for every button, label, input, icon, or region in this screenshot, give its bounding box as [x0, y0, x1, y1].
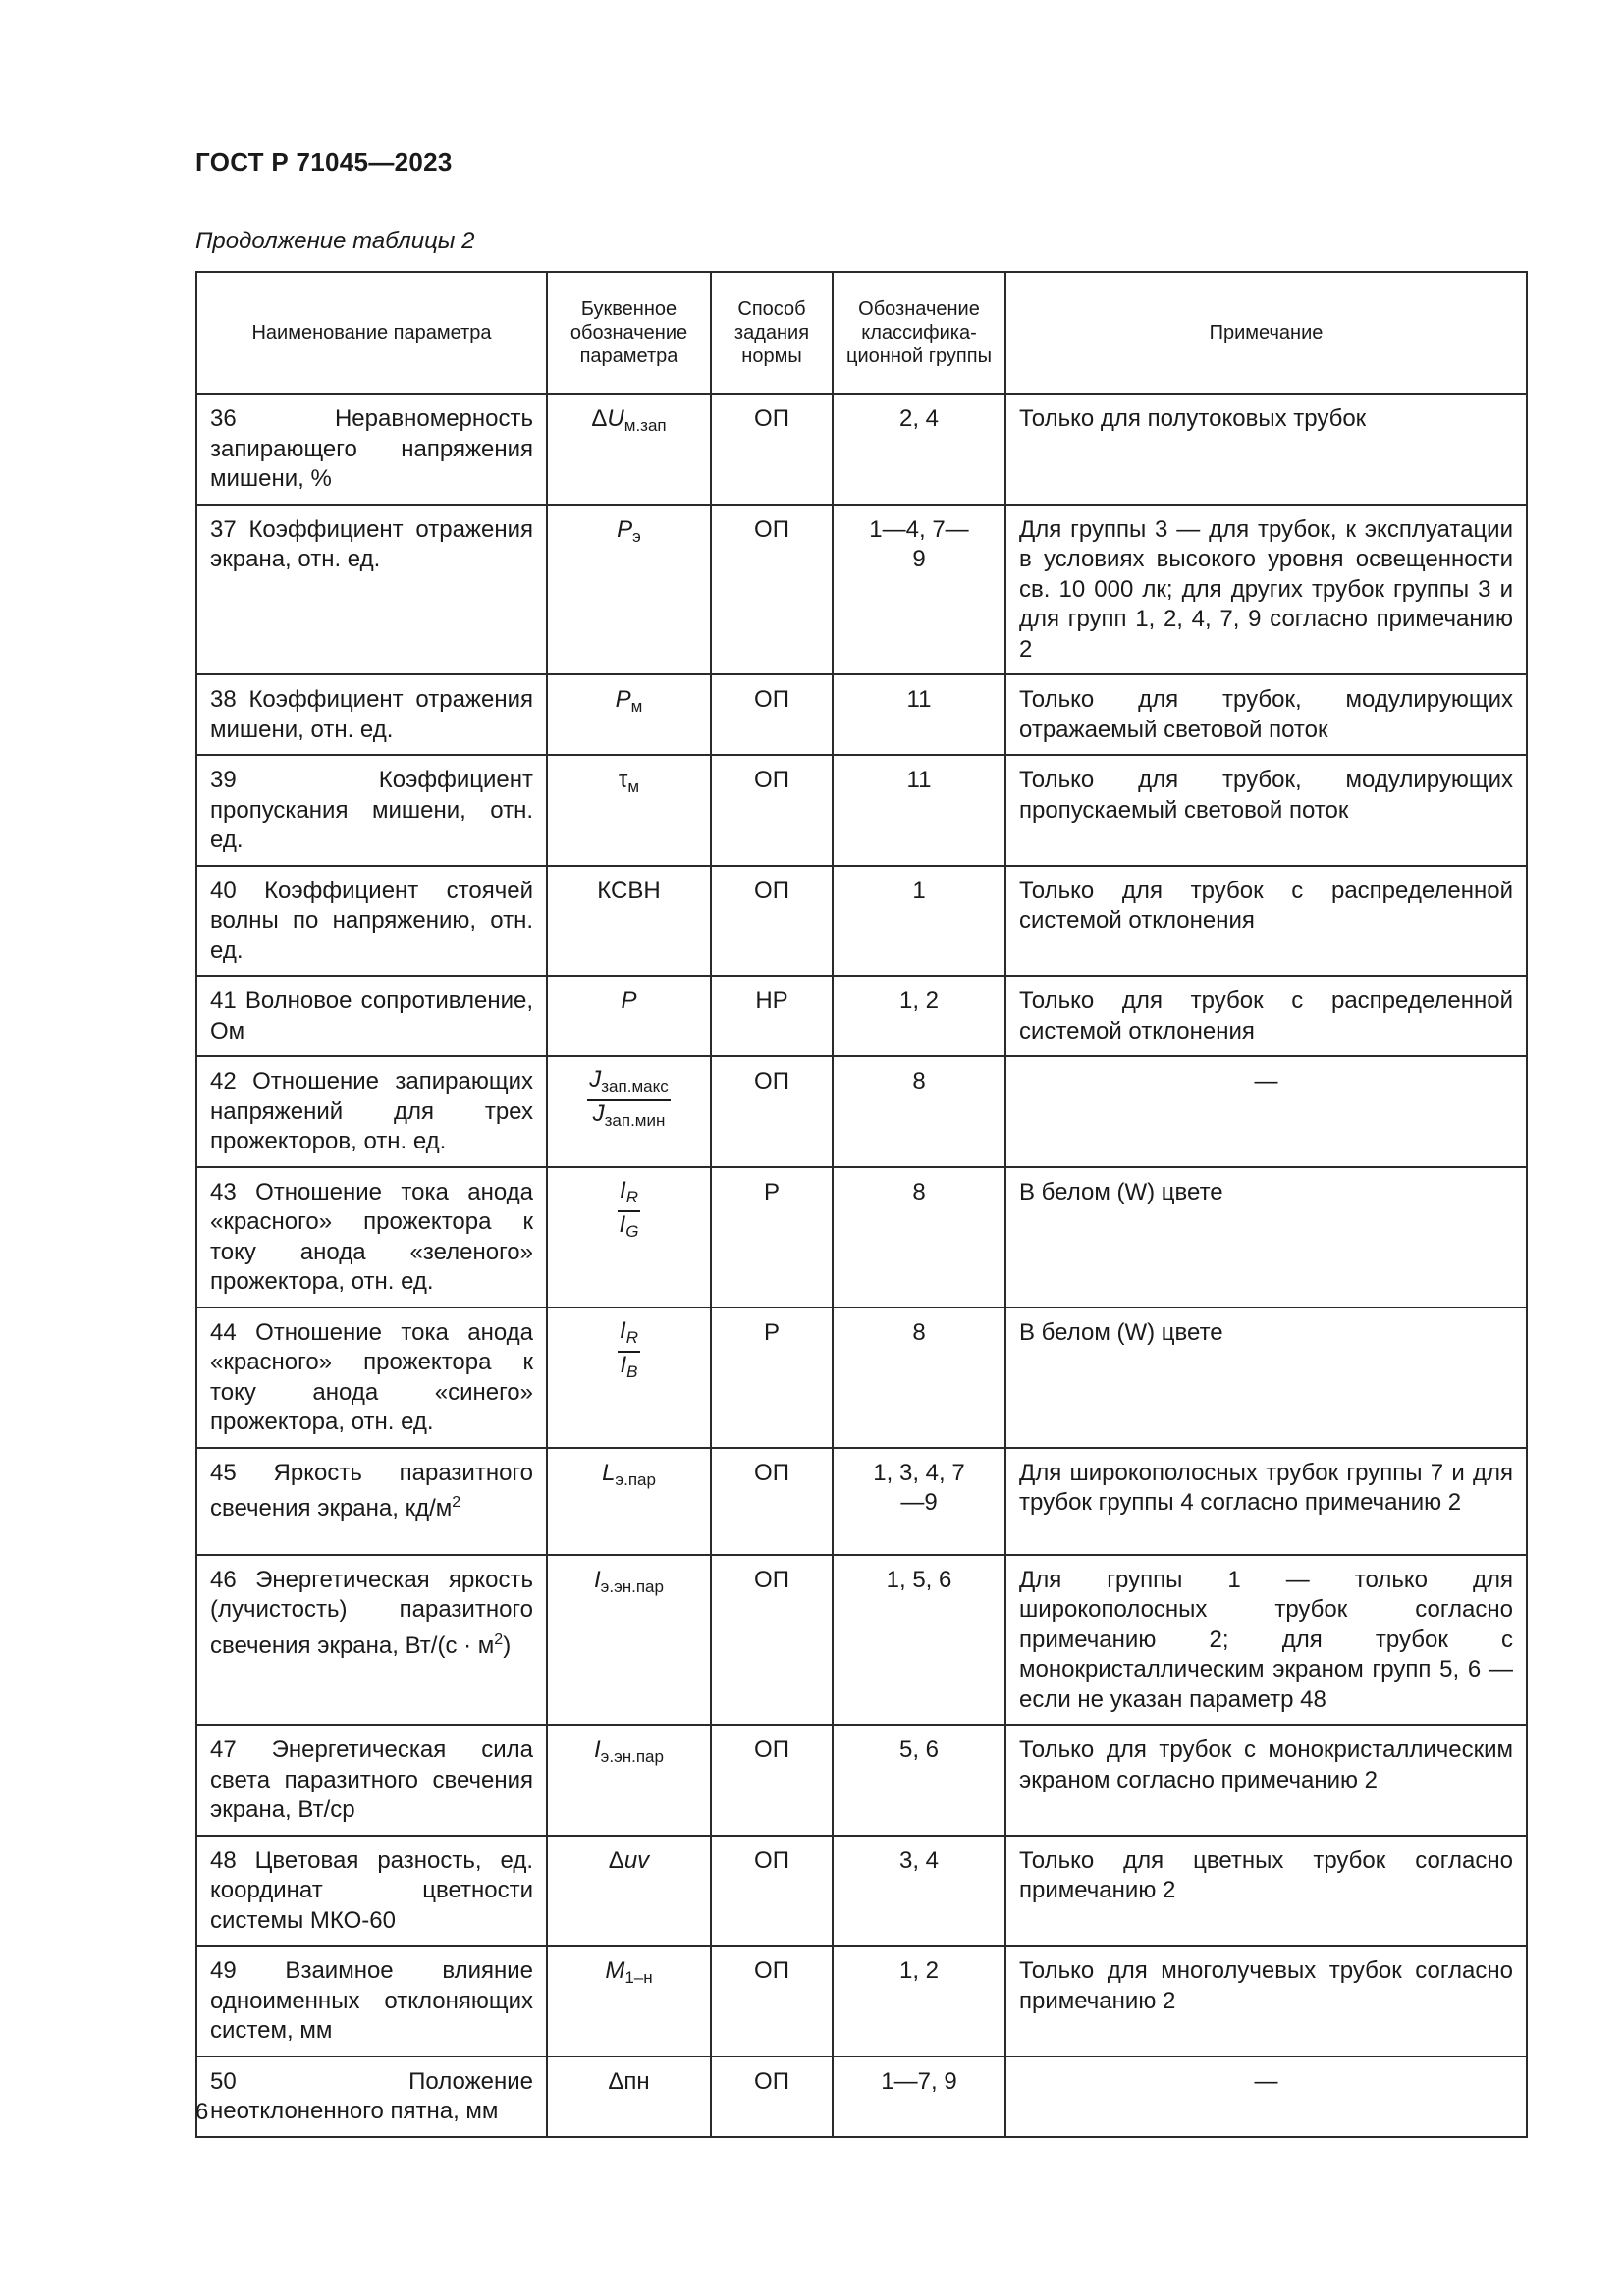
- param-symbol: $I_{э.эн.пар}$: [547, 1725, 711, 1836]
- param-symbol: [547, 1167, 711, 1308]
- param-name: 38 Коэффициент отражения мишени, отн. ед.: [196, 674, 547, 755]
- param-group: 1, 3, 4, 7—9: [833, 1448, 1005, 1555]
- param-name: 42 Отношение запирающих напряжений для трех прожекторов, отн. ед.: [196, 1056, 547, 1167]
- param-group: 3, 4: [833, 1836, 1005, 1947]
- param-group: 11: [833, 674, 1005, 755]
- param-note: Только для полутоковых трубок: [1005, 394, 1527, 505]
- table-row: [196, 674, 1527, 755]
- param-note: Для группы 3 — для трубок, к эксплуатации в условиях высокого уровня освещенности св. 10 000 лк; для других трубок группы 3 и для групп 1, 2, 4, 7, 9 согласно примечанию 2: [1005, 505, 1527, 675]
- param-method: ОП: [711, 394, 833, 505]
- param-note: Для группы 1 — только для широкополосных трубок согласно примечанию 2; для трубок с монокристаллическим экраном групп 5, 6 — если не указан параметр 48: [1005, 1555, 1527, 1726]
- table-row: [196, 755, 1527, 866]
- param-note: Только для трубок, модулирующих отражаемый световой поток: [1005, 674, 1527, 755]
- param-symbol: [547, 1308, 711, 1448]
- param-group: 1—4, 7—9: [833, 505, 1005, 675]
- param-symbol: $P_э$: [547, 505, 711, 675]
- column-header-group: Обозначение классифика-ционной группы: [833, 272, 1005, 394]
- param-method: ОП: [711, 1448, 833, 1555]
- param-note: В белом (W) цвете: [1005, 1167, 1527, 1308]
- param-note: Только для трубок, модулирующих пропускаемый световой поток: [1005, 755, 1527, 866]
- param-method: ОП: [711, 1946, 833, 2056]
- param-method: ОП: [711, 1836, 833, 1947]
- param-method: Р: [711, 1308, 833, 1448]
- param-group: 1, 2: [833, 1946, 1005, 2056]
- param-method: ОП: [711, 1056, 833, 1167]
- param-group: 1—7, 9: [833, 2056, 1005, 2137]
- param-name: 39 Коэффициент пропускания мишени, отн. ед.: [196, 755, 547, 866]
- symbol-fraction: $\frac{I_R}{I_B}$: [620, 1316, 638, 1381]
- table-row: [196, 1725, 1527, 1836]
- param-note: Для широкополосных трубок группы 7 и для трубок группы 4 согласно примечанию 2: [1005, 1448, 1527, 1555]
- param-group: 1: [833, 866, 1005, 977]
- param-group: 1, 2: [833, 976, 1005, 1056]
- param-symbol: $L_{э.пар}$: [547, 1448, 711, 1555]
- param-note: В белом (W) цвете: [1005, 1308, 1527, 1448]
- param-method: ОП: [711, 755, 833, 866]
- param-method: НР: [711, 976, 833, 1056]
- column-header-name: Наименование параметра: [196, 272, 547, 394]
- param-symbol: [547, 1056, 711, 1167]
- table-header-row: [196, 272, 1527, 394]
- param-name: 46 Энергетическая яркость (лучистость) паразитного свечения экрана, $Вт/(с \cdot м^2)$: [196, 1555, 547, 1726]
- param-group: 8: [833, 1167, 1005, 1308]
- document-header: ГОСТ Р 71045—2023: [195, 147, 453, 177]
- table-row: [196, 976, 1527, 1056]
- param-symbol: P: [547, 976, 711, 1056]
- table-row: [196, 866, 1527, 977]
- column-header-method: Способ задания нормы: [711, 272, 833, 394]
- param-group: 2, 4: [833, 394, 1005, 505]
- param-group: 1, 5, 6: [833, 1555, 1005, 1726]
- page-number: 6: [195, 2099, 209, 2125]
- param-name: 41 Волновое сопротивление, Ом: [196, 976, 547, 1056]
- param-method: Р: [711, 1167, 833, 1308]
- param-name: 37 Коэффициент отражения экрана, отн. ед.: [196, 505, 547, 675]
- param-name: 44 Отношение тока анода «красного» прожектора к току анода «синего» прожектора, отн. ед.: [196, 1308, 547, 1448]
- param-name: 43 Отношение тока анода «красного» прожектора к току анода «зеленого» прожектора, отн. ед.: [196, 1167, 547, 1308]
- param-note: Только для трубок с монокристаллическим экраном согласно примечанию 2: [1005, 1725, 1527, 1836]
- param-symbol: $M_{1-н}$: [547, 1946, 711, 2056]
- param-symbol: $P_м$: [547, 674, 711, 755]
- table-row: [196, 1167, 1527, 1308]
- table-row: [196, 1836, 1527, 1947]
- param-group: 8: [833, 1308, 1005, 1448]
- param-name: 49 Взаимное влияние одноименных отклоняющих систем, мм: [196, 1946, 547, 2056]
- param-name: 40 Коэффициент стоячей волны по напряжению, отн. ед.: [196, 866, 547, 977]
- param-name: 48 Цветовая разность, ед. координат цветности системы МКО-60: [196, 1836, 547, 1947]
- column-header-symbol: Буквенное обозначение параметра: [547, 272, 711, 394]
- param-name: 45 Яркость паразитного свечения экрана, $кд/м^2$: [196, 1448, 547, 1555]
- table-row: [196, 1056, 1527, 1167]
- param-group: 8: [833, 1056, 1005, 1167]
- parameters-table: [195, 271, 1528, 2138]
- param-method: ОП: [711, 674, 833, 755]
- param-note: —: [1005, 2056, 1527, 2137]
- param-note: Только для трубок с распределенной системой отклонения: [1005, 866, 1527, 977]
- param-symbol: $I_{э.эн.пар}$: [547, 1555, 711, 1726]
- param-name: 47 Энергетическая сила света паразитного свечения экрана, Вт/ср: [196, 1725, 547, 1836]
- table-row: [196, 2056, 1527, 2137]
- param-name: 50 Положение неотклоненного пятна, мм: [196, 2056, 547, 2137]
- param-method: ОП: [711, 505, 833, 675]
- table-row: [196, 1308, 1527, 1448]
- param-note: Только для цветных трубок согласно примечанию 2: [1005, 1836, 1527, 1947]
- param-symbol: КСВН: [547, 866, 711, 977]
- column-header-note: Примечание: [1005, 272, 1527, 394]
- param-symbol: Δuv: [547, 1836, 711, 1947]
- param-symbol: Δпн: [547, 2056, 711, 2137]
- table-row: [196, 394, 1527, 505]
- param-note: —: [1005, 1056, 1527, 1167]
- param-symbol: $\Delta U_{м.зап}$: [547, 394, 711, 505]
- symbol-fraction: $\frac{I_R}{I_G}$: [619, 1176, 639, 1241]
- table-caption: Продолжение таблицы 2: [195, 228, 475, 254]
- param-note: Только для многолучевых трубок согласно примечанию 2: [1005, 1946, 1527, 2056]
- table-row: [196, 1448, 1527, 1555]
- table-row: [196, 1555, 1527, 1726]
- param-symbol: $\tau_м$: [547, 755, 711, 866]
- table-row: [196, 1946, 1527, 2056]
- param-method: ОП: [711, 2056, 833, 2137]
- param-method: ОП: [711, 1725, 833, 1836]
- table-row: [196, 505, 1527, 675]
- param-group: 5, 6: [833, 1725, 1005, 1836]
- param-method: ОП: [711, 1555, 833, 1726]
- symbol-fraction: $\frac{J_{зап.макс}}{J_{зап.мин}}$: [589, 1066, 669, 1130]
- param-name: 36 Неравномерность запирающего напряжения мишени, %: [196, 394, 547, 505]
- param-method: ОП: [711, 866, 833, 977]
- param-group: 11: [833, 755, 1005, 866]
- param-note: Только для трубок с распределенной системой отклонения: [1005, 976, 1527, 1056]
